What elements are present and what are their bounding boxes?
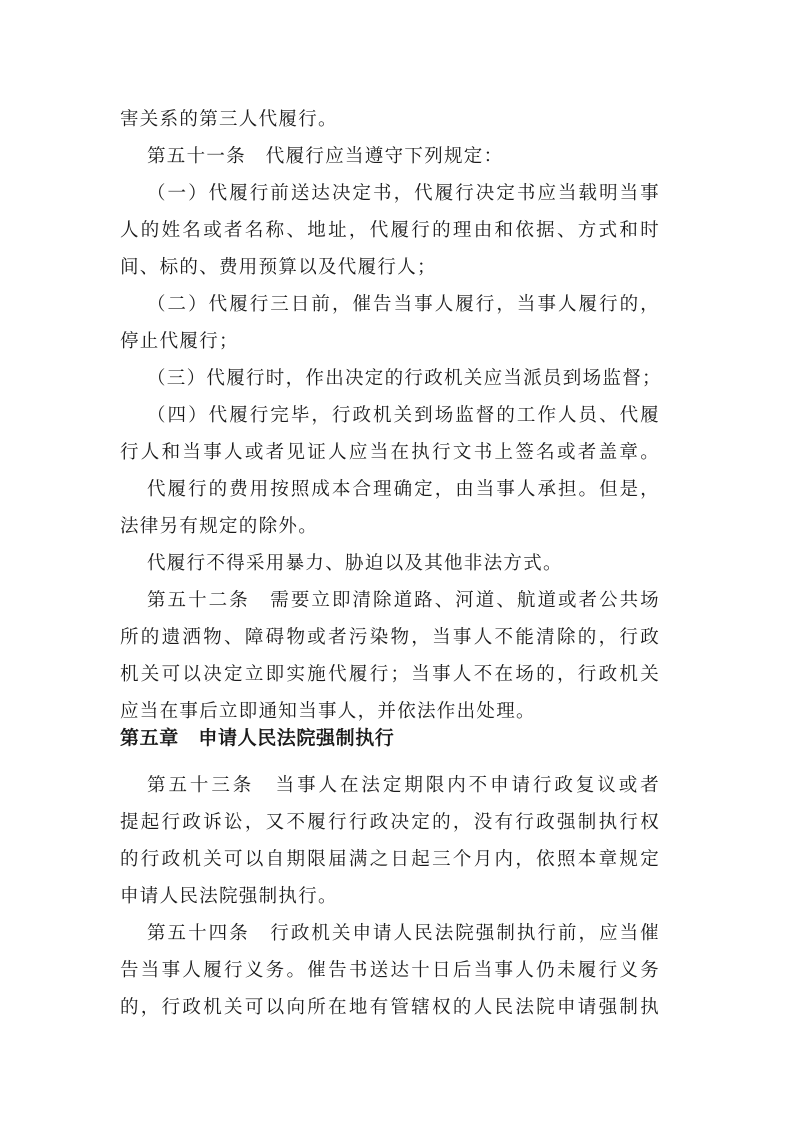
text-line: 害关系的第三人代履行。 <box>120 109 338 130</box>
text-line: （三）代履行时，作出决定的行政机关应当派员到场监督； <box>147 368 662 389</box>
article-51-heading: 第五十一条 代履行应当遵守下列规定： <box>147 146 504 167</box>
text-line: 行人和当事人或者见证人应当在执行文书上签名或者盖章。 <box>120 442 660 463</box>
text-line: 代履行不得采用暴力、胁迫以及其他非法方式。 <box>147 553 563 574</box>
text-line: 应当在事后立即通知当事人，并依法作出处理。 <box>120 701 536 722</box>
article-54-heading: 第五十四条 行政机关申请人民法院强制执行前，应当催 <box>147 923 660 944</box>
text-line: 机关可以决定立即实施代履行；当事人不在场的，行政机关 <box>120 664 660 685</box>
text-line: 间、标的、费用预算以及代履行人； <box>120 257 437 278</box>
text-line: （二）代履行三日前，催告当事人履行，当事人履行的， <box>147 294 660 315</box>
article-53-heading: 第五十三条 当事人在法定期限内不申请行政复议或者 <box>147 775 660 796</box>
text-line: （四）代履行完毕，行政机关到场监督的工作人员、代履 <box>147 405 660 426</box>
text-line: 人的姓名或者名称、地址，代履行的理由和依据、方式和时 <box>120 220 660 241</box>
text-line: 告当事人履行义务。催告书送达十日后当事人仍未履行义务 <box>120 960 660 981</box>
text-line: 所的遗洒物、障碍物或者污染物，当事人不能清除的，行政 <box>120 627 660 648</box>
text-line: 的行政机关可以自期限届满之日起三个月内，依照本章规定 <box>120 849 660 870</box>
text-line: 申请人民法院强制执行。 <box>120 886 338 907</box>
article-52-heading: 第五十二条 需要立即清除道路、河道、航道或者公共场 <box>147 590 660 611</box>
text-line: 的，行政机关可以向所在地有管辖权的人民法院申请强制执 <box>120 997 660 1018</box>
chapter-heading: 第五章 申请人民法院强制执行 <box>120 727 395 749</box>
text-line: （一）代履行前送达决定书，代履行决定书应当载明当事 <box>147 183 660 204</box>
text-line: 法律另有规定的除外。 <box>120 516 319 537</box>
text-line: 提起行政诉讼，又不履行行政决定的，没有行政强制执行权 <box>120 812 660 833</box>
text-line: 代履行的费用按照成本合理确定，由当事人承担。但是， <box>147 479 660 500</box>
text-line: 停止代履行； <box>120 331 239 352</box>
